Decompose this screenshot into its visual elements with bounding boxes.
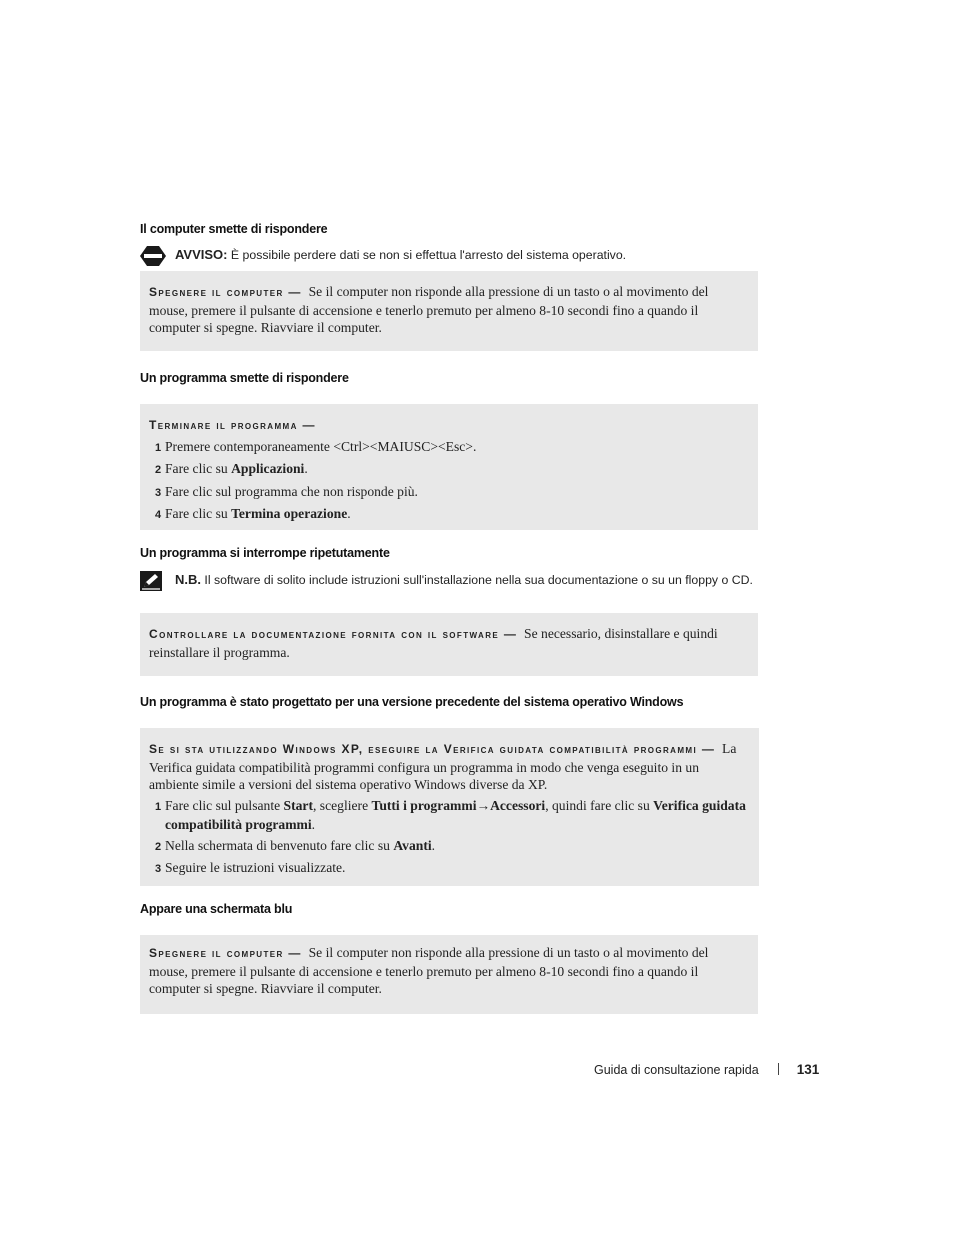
step-item: 1 Fare clic sul pulsante Start, scegliere Tutti i programmi→Accessori, quindi fare clic su Verifica guidata compatibilità programmi.: [155, 797, 746, 832]
solution-title: Se si sta utilizzando Windows XP, eseguire la Verifica guidata compatibilità programmi —: [149, 742, 716, 756]
solution-text: La Verifica guidata compatibilità programmi configura un programma in modo che venga eseguito in un ambiente simile a versioni del sistema operativo Windows diverse da XP.: [149, 741, 737, 792]
ui-term: Accessori: [490, 797, 546, 813]
solution-title: Spegnere il computer —: [149, 946, 302, 960]
solution-text: Se il computer non risponde alla pressione di un tasto o al movimento del mouse, premere il pulsante di accensione e tenerlo premuto per almeno 8-10 secondi fino a quando il computer si spegne. Riavviare il computer.: [149, 945, 709, 996]
step-item: 4 Fare clic su Termina operazione.: [155, 506, 351, 521]
ui-term: Tutti i programmi: [371, 797, 477, 813]
step-item: 3 Seguire le istruzioni visualizzate.: [155, 860, 346, 875]
pencil-note-icon: [140, 571, 162, 596]
menu-arrow-icon: →: [476, 797, 491, 813]
section-heading-program-crashes: Un programma si interrompe ripetutamente: [140, 546, 390, 560]
solution-box-end-program: [140, 404, 758, 530]
notice-callout: [140, 246, 760, 264]
ui-term: Termina operazione: [231, 506, 348, 521]
ui-term: Verifica guidata compatibilità programmi: [165, 797, 746, 832]
solution-title: Terminare il programma —: [149, 418, 316, 432]
notice-label: AVVISO:: [175, 247, 228, 262]
section-heading-older-windows-program: Un programma è stato progettato per una versione precedente del sistema operativo Windows: [140, 695, 684, 709]
note-callout: [140, 571, 760, 589]
step-item: 2 Nella schermata di benvenuto fare clic su Avanti.: [155, 837, 436, 853]
solution-title: Spegnere il computer —: [149, 285, 302, 299]
ui-term: Start: [283, 797, 313, 813]
note-label: N.B.: [175, 572, 201, 587]
footer-divider: [778, 1063, 779, 1075]
solution-box-compatibility-wizard: [140, 728, 759, 886]
step-item: 3 Fare clic sul programma che non risponde più.: [155, 483, 418, 499]
notice-text: È possibile perdere dati se non si effettua l'arresto del sistema operativo.: [230, 248, 627, 262]
solution-title: Controllare la documentazione fornita con il software —: [149, 627, 518, 641]
ui-term: Applicazioni: [231, 461, 305, 476]
section-heading-computer-not-responding: Il computer smette di rispondere: [140, 222, 328, 236]
solution-text: Se il computer non risponde alla pressione di un tasto o al movimento del mouse, premere il pulsante di accensione e tenerlo premuto per almeno 8-10 secondi fino a quando il computer si spegne. Riavviare il computer.: [149, 284, 709, 335]
section-heading-blue-screen: Appare una schermata blu: [140, 902, 293, 916]
ui-term: Avanti: [393, 837, 432, 853]
solution-box-power-off-blue-screen: [140, 935, 758, 1014]
solution-text: Se necessario, disinstallare e quindi reinstallare il programma.: [149, 626, 718, 660]
solution-box-check-documentation: [140, 613, 758, 676]
guide-title: Guida di consultazione rapida: [594, 1063, 759, 1077]
page-footer: [594, 1062, 819, 1077]
solution-box-power-off: [140, 271, 758, 351]
section-heading-program-not-responding: Un programma smette di rispondere: [140, 371, 349, 385]
page-number: 131: [796, 1062, 820, 1077]
step-item: 1 Premere contemporaneamente <Ctrl><MAIUSC><Esc>.: [155, 438, 477, 454]
note-text: Il software di solito include istruzioni sull'installazione nella sua documentazione o su un floppy o CD.: [204, 573, 753, 587]
step-item: 2 Fare clic su Applicazioni.: [155, 461, 308, 476]
notice-icon: [140, 246, 166, 271]
